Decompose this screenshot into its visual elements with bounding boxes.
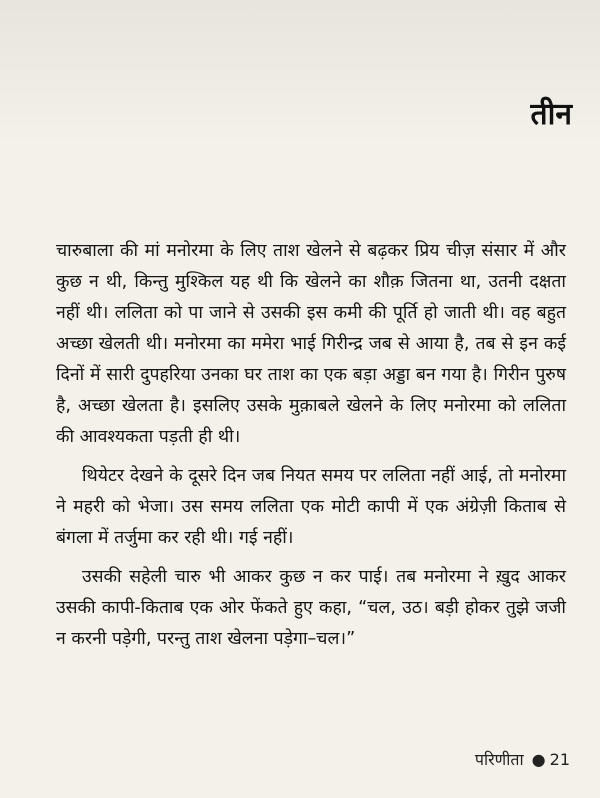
bleed-through-text — [48, 6, 540, 34]
page-footer — [475, 748, 570, 770]
book-title: परिणीता — [474, 750, 524, 769]
paragraph: चारुबाला की मां मनोरमा के लिए ताश खेलने से बढ़कर प्रिय चीज़ संसार में और कुछ न थी, किन्तु मुश्किल यह थी कि खेलने का शौक़ जितना था, उतनी दक्षता नहीं थी। ललिता को पा जाने से उसकी इस कमी की पूर्ति हो जाती थी। वह बहुत अच्छा खेलती थी। मनोरमा का ममेरा भाई गिरीन्द्र जब से आया है, तब से इन कई दिनों में सारी दुपहरिया उनका घर ताश का एक बड़ा अड्डा बन गया है। गिरीन पुरुष है, अच्छा खेलता है। इसलिए उसके मुक़ाबले खेलने के लिए मनोरमा को ललिता की आवश्यकता पड़ती ही थी। — [56, 241, 566, 447]
paragraph: थियेटर देखने के दूसरे दिन जब नियत समय पर ललिता नहीं आई, तो मनोरमा ने महरी को भेजा। उस समय ललिता एक मोटी कापी में एक अंग्रेज़ी किताब से बंगला में तर्जुमा कर रही थी। गई नहीं। — [56, 466, 566, 548]
bullet-separator: ● — [531, 750, 546, 769]
chapter-title: तीन — [530, 97, 572, 132]
paragraph: उसकी सहेली चारु भी आकर कुछ न कर पाई। तब मनोरमा ने ख़ुद आकर उसकी कापी-किताब एक ओर फेंकते हुए कहा, “चल, उठ। बड़ी होकर तुझे जजी न करनी पड़ेगी, परन्तु ताश खेलना पड़ेगा–चल।” — [56, 567, 566, 649]
body-text — [56, 236, 566, 663]
page-number: 21 — [549, 750, 570, 769]
